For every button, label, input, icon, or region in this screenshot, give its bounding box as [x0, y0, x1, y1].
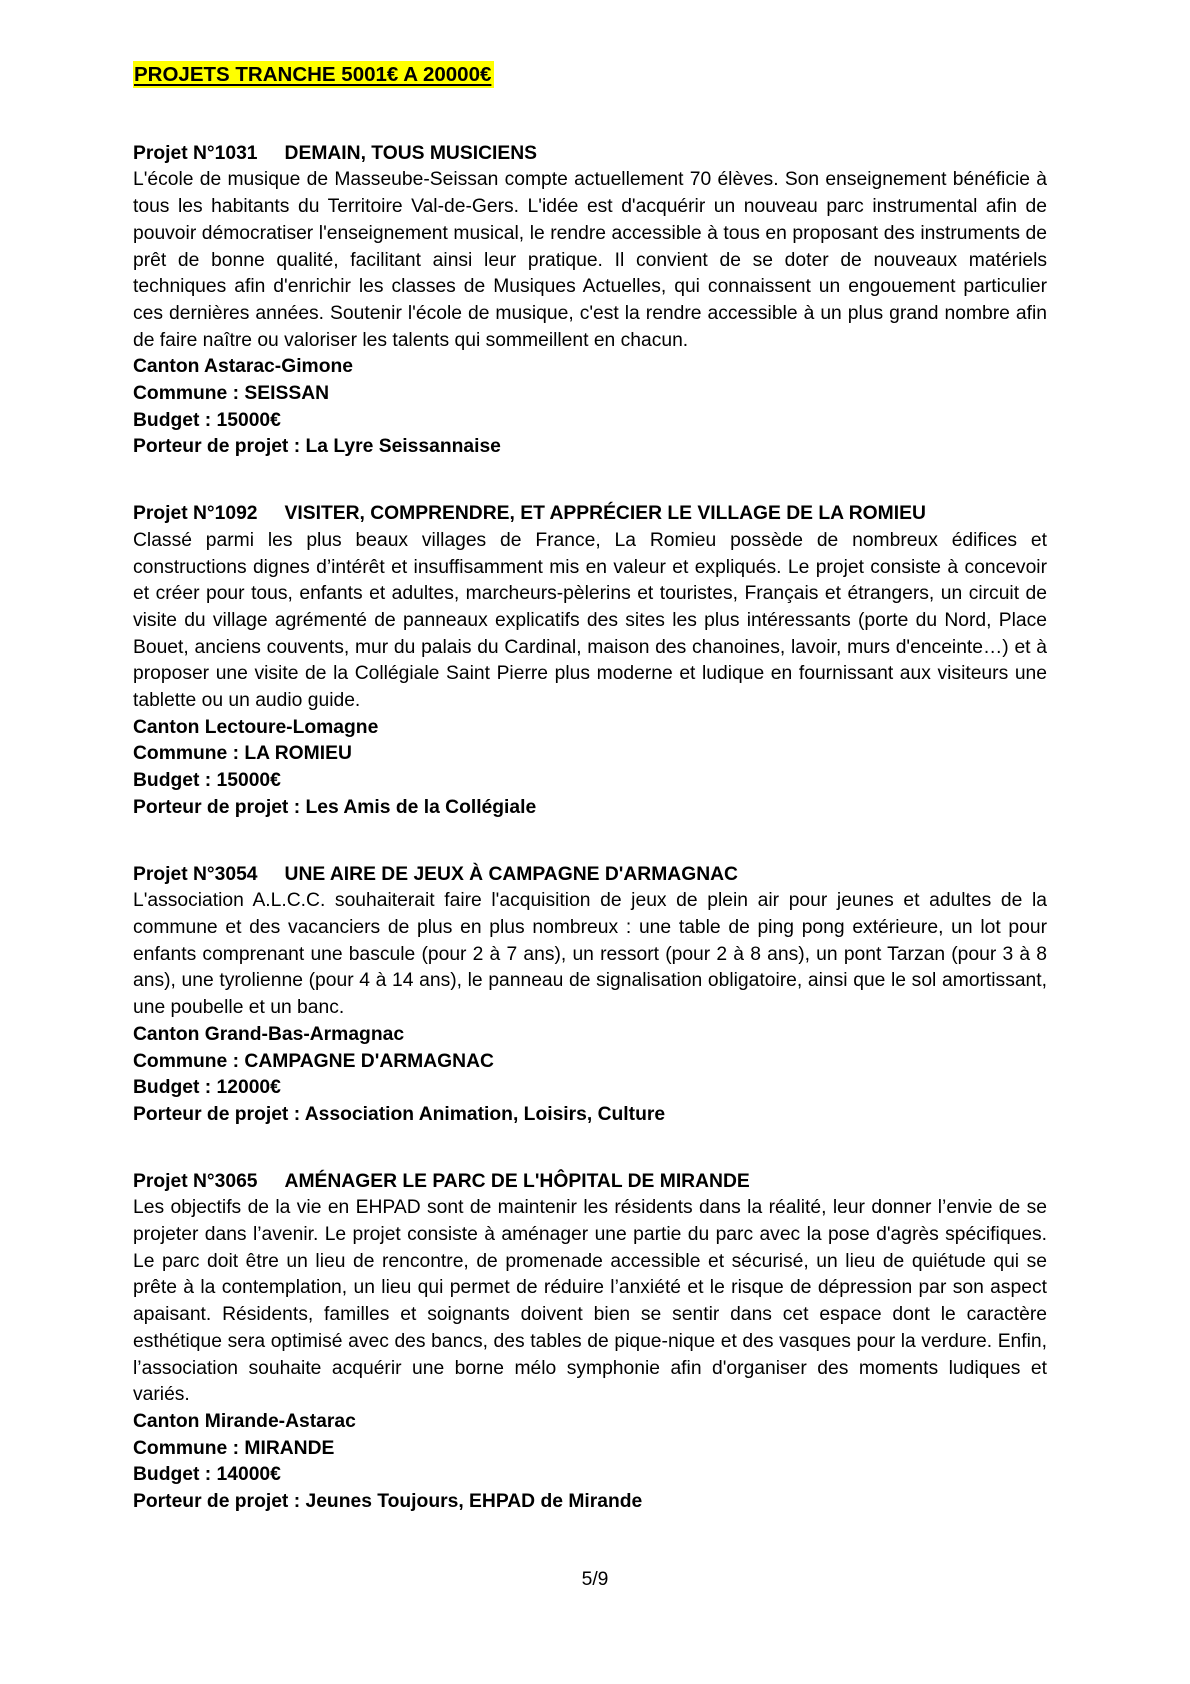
project-number: Projet N°3065: [133, 1170, 258, 1192]
project-commune: Commune : LA ROMIEU: [133, 743, 352, 765]
project-heading: [133, 141, 1047, 168]
project-budget: Budget : 14000€: [133, 1464, 281, 1486]
project-canton: Canton Astarac-Gimone: [133, 356, 353, 378]
project-commune: Commune : SEISSAN: [133, 383, 330, 405]
page-title: PROJETS TRANCHE 5001€ A 20000€: [133, 61, 494, 88]
page-number: 5/9: [581, 1569, 609, 1591]
project-title: DEMAIN, TOUS MUSICIENS: [284, 142, 537, 164]
project-canton: Canton Lectoure-Lomagne: [133, 716, 379, 738]
project-description: Les objectifs de la vie en EHPAD sont de maintenir les résidents dans la réalité, leur donner l’envie de se projeter dans l’avenir. Le projet consiste à aménager une partie du parc avec la pose d'agrès spécifiques. Le parc doit être un lieu de rencontre, de promenade accessible et sécurisé, un lieu de quiétude qui se prête à la contemplation, un lieu qui permet de réduire l’anxiété et le risque de dépression par son aspect apaisant. Résidents, familles et soignants doivent bien se sentir dans cet espace dont le caractère esthétique sera optimisé avec des bancs, des tables de pique-nique et des vasques pour la verdure. Enfin, l’association souhaite acquérir une borne mélo symphonie afin d'organiser des moments ludiques et variés.: [133, 1197, 1047, 1406]
project-porteur: Porteur de projet : Les Amis de la Collégiale: [133, 796, 537, 818]
project-budget: Budget : 12000€: [133, 1077, 281, 1099]
project-heading: [133, 862, 1047, 889]
project-description: Classé parmi les plus beaux villages de France, La Romieu possède de nombreux édifices et constructions dignes d’intérêt et insuffisamment mis en valeur et expliqués. Le projet consiste à concevoir et créer pour tous, enfants et adultes, marcheurs-pèlerins et touristes, Français et étrangers, un circuit de visite du village agrémenté de panneaux explicatifs des sites les plus intéressants (porte du Nord, Place Bouet, anciens couvents, mur du palais du Cardinal, maison des chanoines, lavoir, murs d'enceinte…) et à proposer une visite de la Collégiale Saint Pierre plus moderne et ludique en fournissant aux visiteurs une tablette ou un audio guide.: [133, 529, 1047, 712]
project-canton: Canton Grand-Bas-Armagnac: [133, 1023, 405, 1045]
project-commune: Commune : MIRANDE: [133, 1437, 335, 1459]
project-section-3065: [133, 1169, 1047, 1516]
page-footer: [0, 1567, 1190, 1594]
project-number: Projet N°1092: [133, 503, 258, 525]
project-porteur: Porteur de projet : Jeunes Toujours, EHPAD de Mirande: [133, 1491, 643, 1513]
project-porteur: Porteur de projet : La Lyre Seissannaise: [133, 436, 501, 458]
project-title: UNE AIRE DE JEUX À CAMPAGNE D'ARMAGNAC: [284, 863, 738, 885]
project-title: AMÉNAGER LE PARC DE L'HÔPITAL DE MIRANDE: [284, 1170, 750, 1192]
project-porteur: Porteur de projet : Association Animation, Loisirs, Culture: [133, 1103, 666, 1125]
project-number: Projet N°3054: [133, 863, 258, 885]
project-section-1092: [133, 501, 1047, 821]
project-description: L'école de musique de Masseube-Seissan compte actuellement 70 élèves. Son enseignement bénéficie à tous les habitants du Territoire Val-de-Gers. L'idée est d'acquérir un nouveau parc instrumental afin de pouvoir démocratiser l'enseignement musical, le rendre accessible à tous en proposant des instruments de prêt de bonne qualité, facilitant ainsi leur pratique. Il convient de se doter de nouveaux matériels techniques afin d'enrichir les classes de Musiques Actuelles, qui connaissent un engouement particulier ces dernières années. Soutenir l'école de musique, c'est la rendre accessible à un plus grand nombre afin de faire naître ou valoriser les talents qui sommeillent en chacun.: [133, 169, 1047, 351]
project-budget: Budget : 15000€: [133, 770, 281, 792]
project-heading: [133, 1169, 1047, 1196]
project-description: L'association A.L.C.C. souhaiterait faire l'acquisition de jeux de plein air pour jeunes et adultes de la commune et des vacanciers de plus en plus nombreux : une table de ping pong extérieure, un lot pour enfants comprenant une bascule (pour 2 à 7 ans), un ressort (pour 2 à 8 ans), un pont Tarzan (pour 3 à 8 ans), une tyrolienne (pour 4 à 14 ans), le panneau de signalisation obligatoire, ainsi que le sol amortissant, une poubelle et un banc.: [133, 890, 1047, 1019]
project-heading: [133, 501, 1047, 528]
project-canton: Canton Mirande-Astarac: [133, 1410, 356, 1432]
project-commune: Commune : CAMPAGNE D'ARMAGNAC: [133, 1050, 494, 1072]
title-line: [133, 62, 1047, 90]
project-budget: Budget : 15000€: [133, 409, 281, 431]
project-title: VISITER, COMPRENDRE, ET APPRÉCIER LE VILLAGE DE LA ROMIEU: [284, 503, 926, 525]
project-section-3054: [133, 862, 1047, 1129]
project-number: Projet N°1031: [133, 142, 258, 164]
project-section-1031: [133, 141, 1047, 461]
